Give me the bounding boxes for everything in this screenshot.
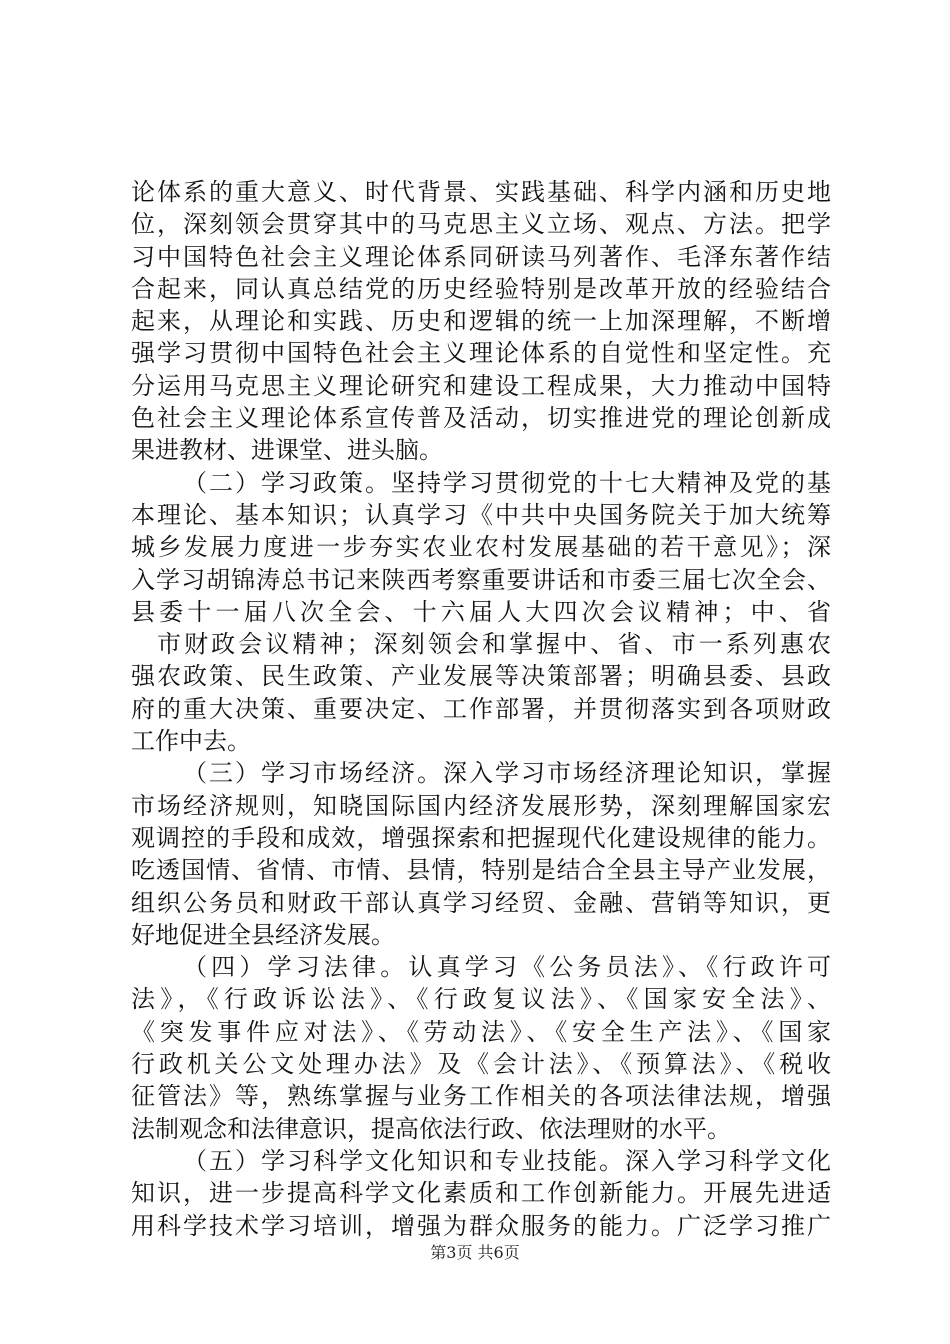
text-line: 城乡发展力度进一步夯实农业农村发展基础的若干意见》；深 xyxy=(131,533,831,562)
text-line: 吃透国情、省情、市情、县情，特别是结合全县主导产业发展， xyxy=(131,856,831,885)
text-line: 观调控的手段和成效，增强探索和把握现代化建设规律的能力。 xyxy=(131,823,831,852)
text-line: 工作中去。 xyxy=(131,727,251,756)
text-line: 习中国特色社会主义理论体系同研读马列著作、毛泽东著作结 xyxy=(131,242,831,271)
page-footer xyxy=(0,1243,950,1263)
text-line: 法制观念和法律意识，提高依法行政、依法理财的水平。 xyxy=(131,1114,731,1143)
text-line: 府的重大决策、重要决定、工作部署，并贯彻落实到各项财政 xyxy=(131,694,831,723)
text-line: 位，深刻领会贯穿其中的马克思主义立场、观点、方法。把学 xyxy=(131,210,831,239)
text-line: 征管法》等，熟练掌握与业务工作相关的各项法律法规，增强 xyxy=(131,1082,831,1111)
text-line: 县委十一届八次全会、十六届人大四次会议精神；中、省 xyxy=(131,597,831,626)
text-line: 本理论、基本知识；认真学习《中共中央国务院关于加大统筹 xyxy=(131,500,831,529)
body-text xyxy=(131,176,831,1242)
text-line: 入学习胡锦涛总书记来陕西考察重要讲话和市委三届七次全会、 xyxy=(131,565,831,594)
page-number-label: 第3页 共6页 xyxy=(430,1243,520,1262)
text-line: 组织公务员和财政干部认真学习经贸、金融、营销等知识，更 xyxy=(131,888,831,917)
text-line: 果进教材、进课堂、进头脑。 xyxy=(131,436,443,465)
text-line: 用科学技术学习培训，增强为群众服务的能力。广泛学习推广 xyxy=(131,1211,831,1240)
paragraph-start-line: （五）学习科学文化知识和专业技能。深入学习科学文化 xyxy=(183,1146,831,1175)
paragraph-start-line: （二）学习政策。坚持学习贯彻党的十七大精神及党的基 xyxy=(183,468,831,497)
text-line: 合起来，同认真总结党的历史经验特别是改革开放的经验结合 xyxy=(131,274,831,303)
paragraph-start-line: （三）学习市场经济。深入学习市场经济理论知识，掌握 xyxy=(183,759,831,788)
text-line: 好地促进全县经济发展。 xyxy=(131,920,395,949)
text-line: 市场经济规则，知晓国际国内经济发展形势，深刻理解国家宏 xyxy=(131,791,831,820)
text-line: 分运用马克思主义理论研究和建设工程成果，大力推动中国特 xyxy=(131,371,831,400)
text-line: 法》，《行政诉讼法》、《行政复议法》、《国家安全法》、 xyxy=(131,985,831,1014)
text-line: 起来，从理论和实践、历史和逻辑的统一上加深理解，不断增 xyxy=(131,307,831,336)
text-line: 论体系的重大意义、时代背景、实践基础、科学内涵和历史地 xyxy=(131,178,831,206)
text-line: 知识，进一步提高科学文化素质和工作创新能力。开展先进适 xyxy=(131,1179,831,1208)
text-line: 《突发事件应对法》、《劳动法》、《安全生产法》、《国家 xyxy=(131,1017,831,1046)
paragraph-start-line: （四）学习法律。认真学习《公务员法》、《行政许可 xyxy=(183,953,831,982)
text-line: 强学习贯彻中国特色社会主义理论体系的自觉性和坚定性。充 xyxy=(131,339,831,368)
text-line: 强农政策、民生政策、产业发展等决策部署；明确县委、县政 xyxy=(131,662,831,691)
text-line: 行政机关公文处理办法》及《会计法》、《预算法》、《税收 xyxy=(131,1050,831,1079)
text-line: 色社会主义理论体系宣传普及活动，切实推进党的理论创新成 xyxy=(131,404,831,433)
text-line: 市财政会议精神；深刻领会和掌握中、省、市一系列惠农 xyxy=(157,630,831,659)
